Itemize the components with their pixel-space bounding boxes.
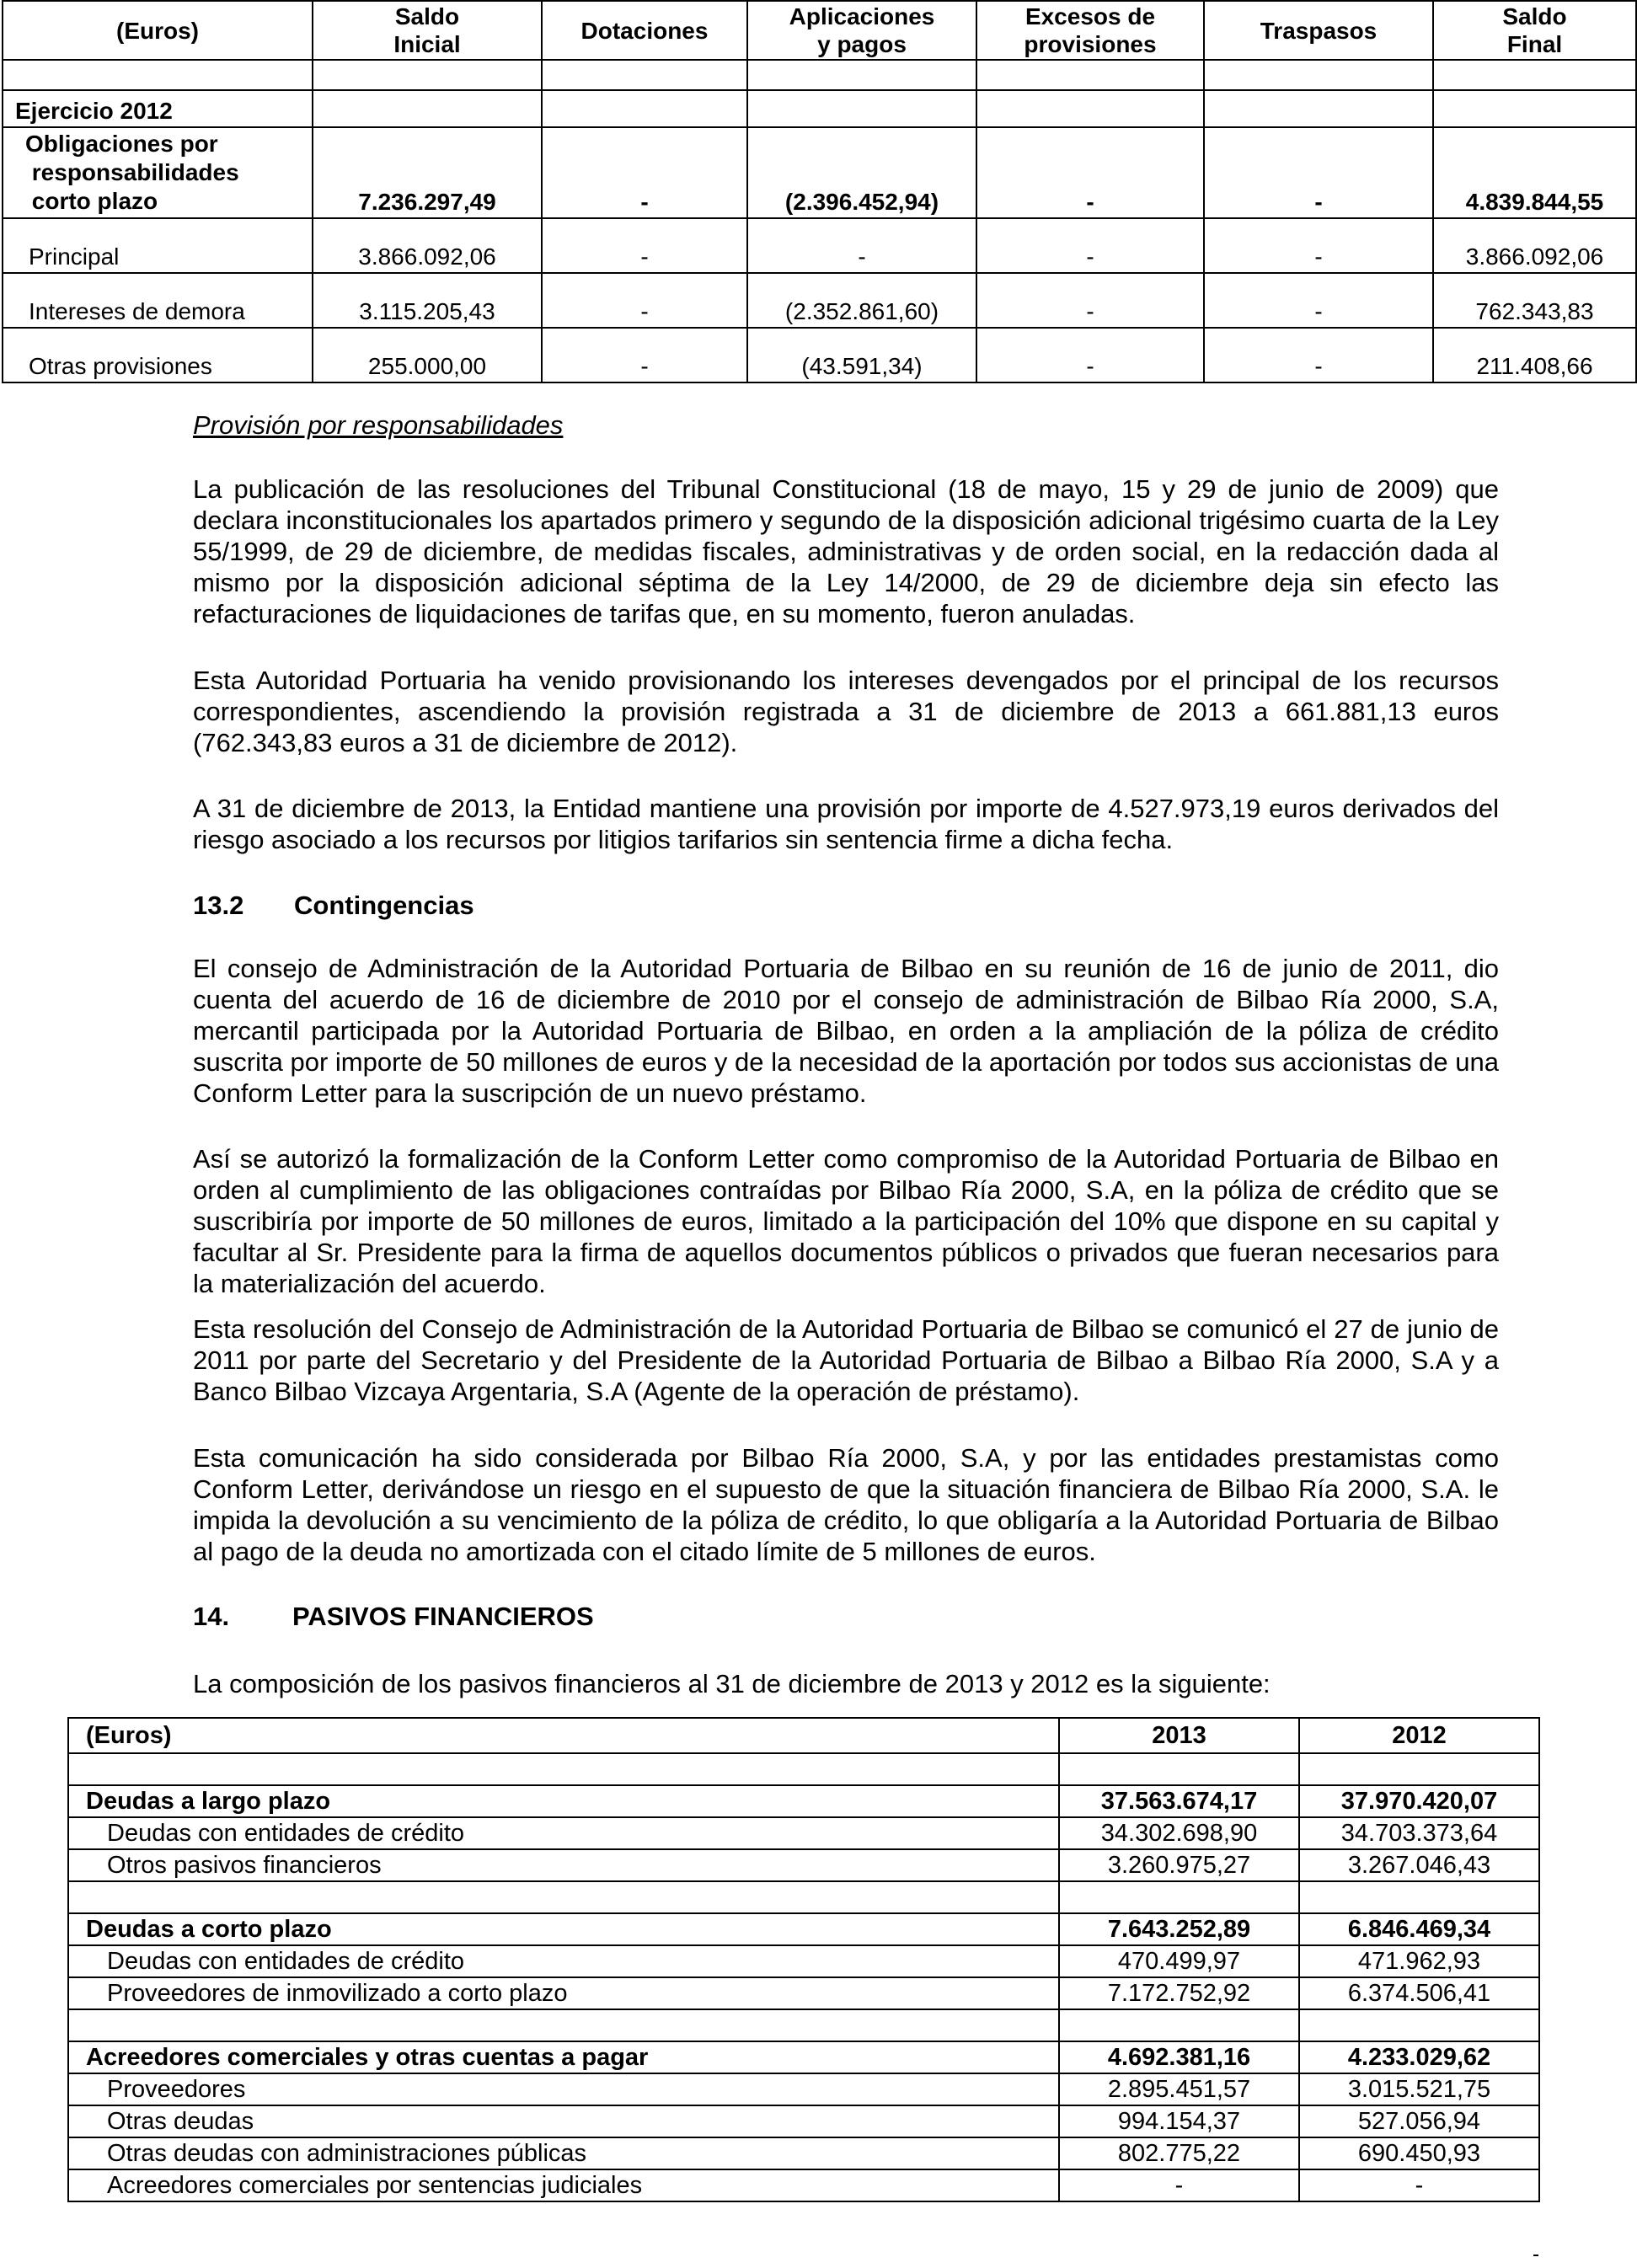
paragraph-provisionando: Esta Autoridad Portuaria ha venido provisionando los intereses devengados por el principal de los recursos correspondientes, ascendiendo la provisión registrada a 31 de diciembre de 2013 a 661.881,13 euros (762.343,83 euros a 31 de diciembre de 2012).	[193, 666, 1499, 757]
table-row-obligaciones: Obligaciones por responsabilidades corto plazo 7.236.297,49 - (2.396.452,94) - - 4.839.844,55	[3, 127, 1636, 218]
col-header-euros: (Euros)	[3, 1, 313, 60]
page-corner-mark	[1533, 2255, 1538, 2256]
table-header-row	[3, 1, 1636, 60]
table-row: Deudas con entidades de crédito 34.302.698,90 34.703.373,64	[68, 1817, 1539, 1849]
paragraph-autorizo: Así se autorizó la formalización de la Conform Letter como compromiso de la Autoridad Portuaria de Bilbao en orden al cumplimiento de las obligaciones contraídas por Bilbao Ría 2000, S.A, en la póliza de crédito que se suscribiría por importe de 50 millones de euros, limitado a la participación del 10% que dispone en su capital y facultar al Sr. Presidente para la firma de aquellos documentos públicos o privados que fueran necesarios para la materialización del acuerdo.	[193, 1144, 1499, 1298]
table-row-total-acreedores: Acreedores comerciales y otras cuentas a pagar 4.692.381,16 4.233.029,62	[68, 2041, 1539, 2073]
table-row-empty	[68, 1753, 1539, 1785]
table-row: Acreedores comerciales por sentencias judiciales - -	[68, 2169, 1539, 2201]
obligaciones-label: Obligaciones por responsabilidades corto plazo	[3, 127, 313, 218]
table-row-empty	[68, 1881, 1539, 1913]
table-row: Otras deudas con administraciones públicas 802.775,22 690.450,93	[68, 2137, 1539, 2169]
col-header-dotaciones: Dotaciones	[542, 1, 747, 60]
year-label: Ejercicio 2012	[3, 90, 313, 127]
table-row-total-largo-plazo: Deudas a largo plazo 37.563.674,17 37.970.420,07	[68, 1785, 1539, 1817]
paragraph-comunicacion: Esta comunicación ha sido considerada por Bilbao Ría 2000, S.A, y por las entidades prestamistas como Conform Letter, derivándose un riesgo en el supuesto de que la situación financiera de Bilbao Ría 2000, S.A. le impida la devolución a su vencimiento de la póliza de crédito, lo que obligaría a la Autoridad Portuaria de Bilbao al pago de la deuda no amortizada con el citado límite de 5 millones de euros.	[193, 1443, 1499, 1566]
col-header-excesos: Excesos de provisiones	[976, 1, 1204, 60]
table-row: Intereses de demora 3.115.205,43 - (2.352.861,60) - - 762.343,83	[3, 273, 1636, 328]
paragraph-resolucion: Esta resolución del Consejo de Administración de la Autoridad Portuaria de Bilbao se comunicó el 27 de junio de 2011 por parte del Secretario y del Presidente de la Autoridad Portuaria de Bilbao a Bilbao Ría 2000, S.A y a Banco Bilbao Vizcaya Argentaria, S.A (Agente de la operación de préstamo).	[193, 1314, 1499, 1406]
table-row: Otras provisiones 255.000,00 - (43.591,34) - - 211.408,66	[3, 328, 1636, 382]
provisions-table	[2, 0, 1637, 383]
table-row-empty	[68, 2009, 1539, 2041]
financial-liabilities-table	[67, 1717, 1540, 2202]
section-13-2-heading: 13.2 Contingencias	[193, 891, 474, 920]
table-row: Proveedores de inmovilizado a corto plazo 7.172.752,92 6.374.506,41	[68, 1977, 1539, 2009]
paragraph-tribunal: La publicación de las resoluciones del Tribunal Constitucional (18 de mayo, 15 y 29 de junio de 2009) que declara inconstitucionales los apartados primero y segundo de la disposición adicional trigésimo cuarta de la Ley 55/1999, de 29 de diciembre, de medidas fiscales, administrativas y de orden social, en la redacción dada al mismo por la disposición adicional séptima de la Ley 14/2000, de 29 de diciembre deja sin efecto las refacturaciones de liquidaciones de tarifas que, en su momento, fueron anuladas.	[193, 474, 1499, 629]
table-row-year	[3, 90, 1636, 127]
table-row: Otros pasivos financieros 3.260.975,27 3.267.046,43	[68, 1849, 1539, 1881]
paragraph-provision-importe: A 31 de diciembre de 2013, la Entidad mantiene una provisión por importe de 4.527.973,19 euros derivados del riesgo asociado a los recursos por litigios tarifarios sin sentencia firme a dicha fecha.	[193, 794, 1499, 854]
col-header-saldo-final: Saldo Final	[1433, 1, 1636, 60]
provision-heading: Provisión por responsabilidades	[193, 410, 564, 440]
col-header-traspasos: Traspasos	[1204, 1, 1433, 60]
col-header-aplicaciones: Aplicaciones y pagos	[747, 1, 976, 60]
table-row: Principal 3.866.092,06 - - - - 3.866.092,06	[3, 218, 1636, 273]
paragraph-composicion: La composición de los pasivos financieros al 31 de diciembre de 2013 y 2012 es la siguiente:	[193, 1669, 1271, 1698]
table-row: Otras deudas 994.154,37 527.056,94	[68, 2105, 1539, 2137]
table-header-row: (Euros) 2013 2012	[68, 1718, 1539, 1753]
table-row-empty	[3, 60, 1636, 90]
table-row-total-corto-plazo: Deudas a corto plazo 7.643.252,89 6.846.469,34	[68, 1913, 1539, 1945]
table-row: Deudas con entidades de crédito 470.499,97 471.962,93	[68, 1945, 1539, 1977]
paragraph-consejo: El consejo de Administración de la Autoridad Portuaria de Bilbao en su reunión de 16 de junio de 2011, dio cuenta del acuerdo de 16 de diciembre de 2010 por el consejo de administración de Bilbao Ría 2000, S.A, mercantil participada por la Autoridad Portuaria de Bilbao, en orden a la ampliación de la póliza de crédito suscrita por importe de 50 millones de euros y de la necesidad de la aportación por todos sus accionistas de una Conform Letter para la suscripción de un nuevo préstamo.	[193, 954, 1499, 1108]
section-14-heading: 14. PASIVOS FINANCIEROS	[193, 1602, 594, 1631]
col-header-saldo-inicial: Saldo Inicial	[313, 1, 542, 60]
table-row: Proveedores 2.895.451,57 3.015.521,75	[68, 2073, 1539, 2105]
